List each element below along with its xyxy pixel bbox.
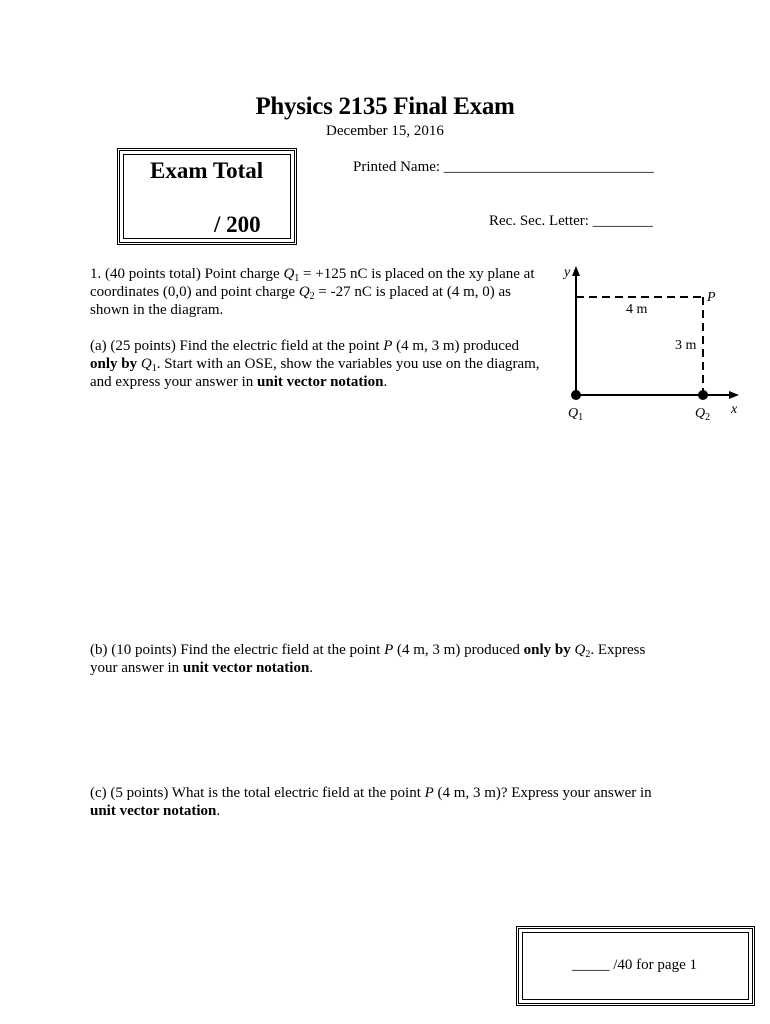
exam-date: December 15, 2016 bbox=[326, 123, 444, 139]
charge-diagram bbox=[555, 258, 755, 428]
exam-total-score: / 200 bbox=[214, 212, 261, 237]
vertical-distance-label: 3 m bbox=[675, 338, 697, 353]
horizontal-distance-label: 4 m bbox=[626, 302, 648, 317]
page-score-text[interactable]: _____ /40 for page 1 bbox=[572, 957, 697, 973]
problem-1a: (a) (25 points) Find the electric field at the point P (4 m, 3 m) produced only by $Q_1$. Start with an OSE, show the variables you use on the diagram, and express your answer in unit vector notation. bbox=[90, 338, 540, 390]
rec-sec-letter-field[interactable]: Rec. Sec. Letter: ________ bbox=[489, 213, 653, 229]
exam-title: Physics 2135 Final Exam bbox=[255, 93, 515, 120]
x-axis-label: x bbox=[731, 402, 738, 417]
problem-1c: (c) (5 points) What is the total electric field at the point P (4 m, 3 m)? Express your answer in unit vector notation. bbox=[90, 785, 652, 819]
y-axis-label: y bbox=[564, 265, 571, 280]
charge-q1-dot bbox=[571, 390, 581, 400]
x-axis-arrow bbox=[729, 391, 739, 399]
problem-1-statement: 1. (40 points total) Point charge $Q_1 = +125$ nC is placed on the xy plane at coordinates (0,0) and point charge $Q_2 = -27$ nC is placed at (4 m, 0) as shown in the diagram. bbox=[90, 266, 535, 318]
printed-name-field[interactable]: Printed Name: ____________________________ bbox=[353, 159, 654, 175]
exam-total-label: Exam Total bbox=[150, 158, 264, 183]
charge-q2-dot bbox=[698, 390, 708, 400]
y-axis-arrow bbox=[572, 266, 580, 276]
point-p-label: P bbox=[707, 290, 716, 305]
q2-label: Q2 bbox=[695, 406, 711, 423]
problem-1b: (b) (10 points) Find the electric field at the point P (4 m, 3 m) produced only by $Q_2$. Express your answer in unit vector notation. bbox=[90, 642, 646, 676]
q1-label: Q1 bbox=[568, 406, 584, 423]
